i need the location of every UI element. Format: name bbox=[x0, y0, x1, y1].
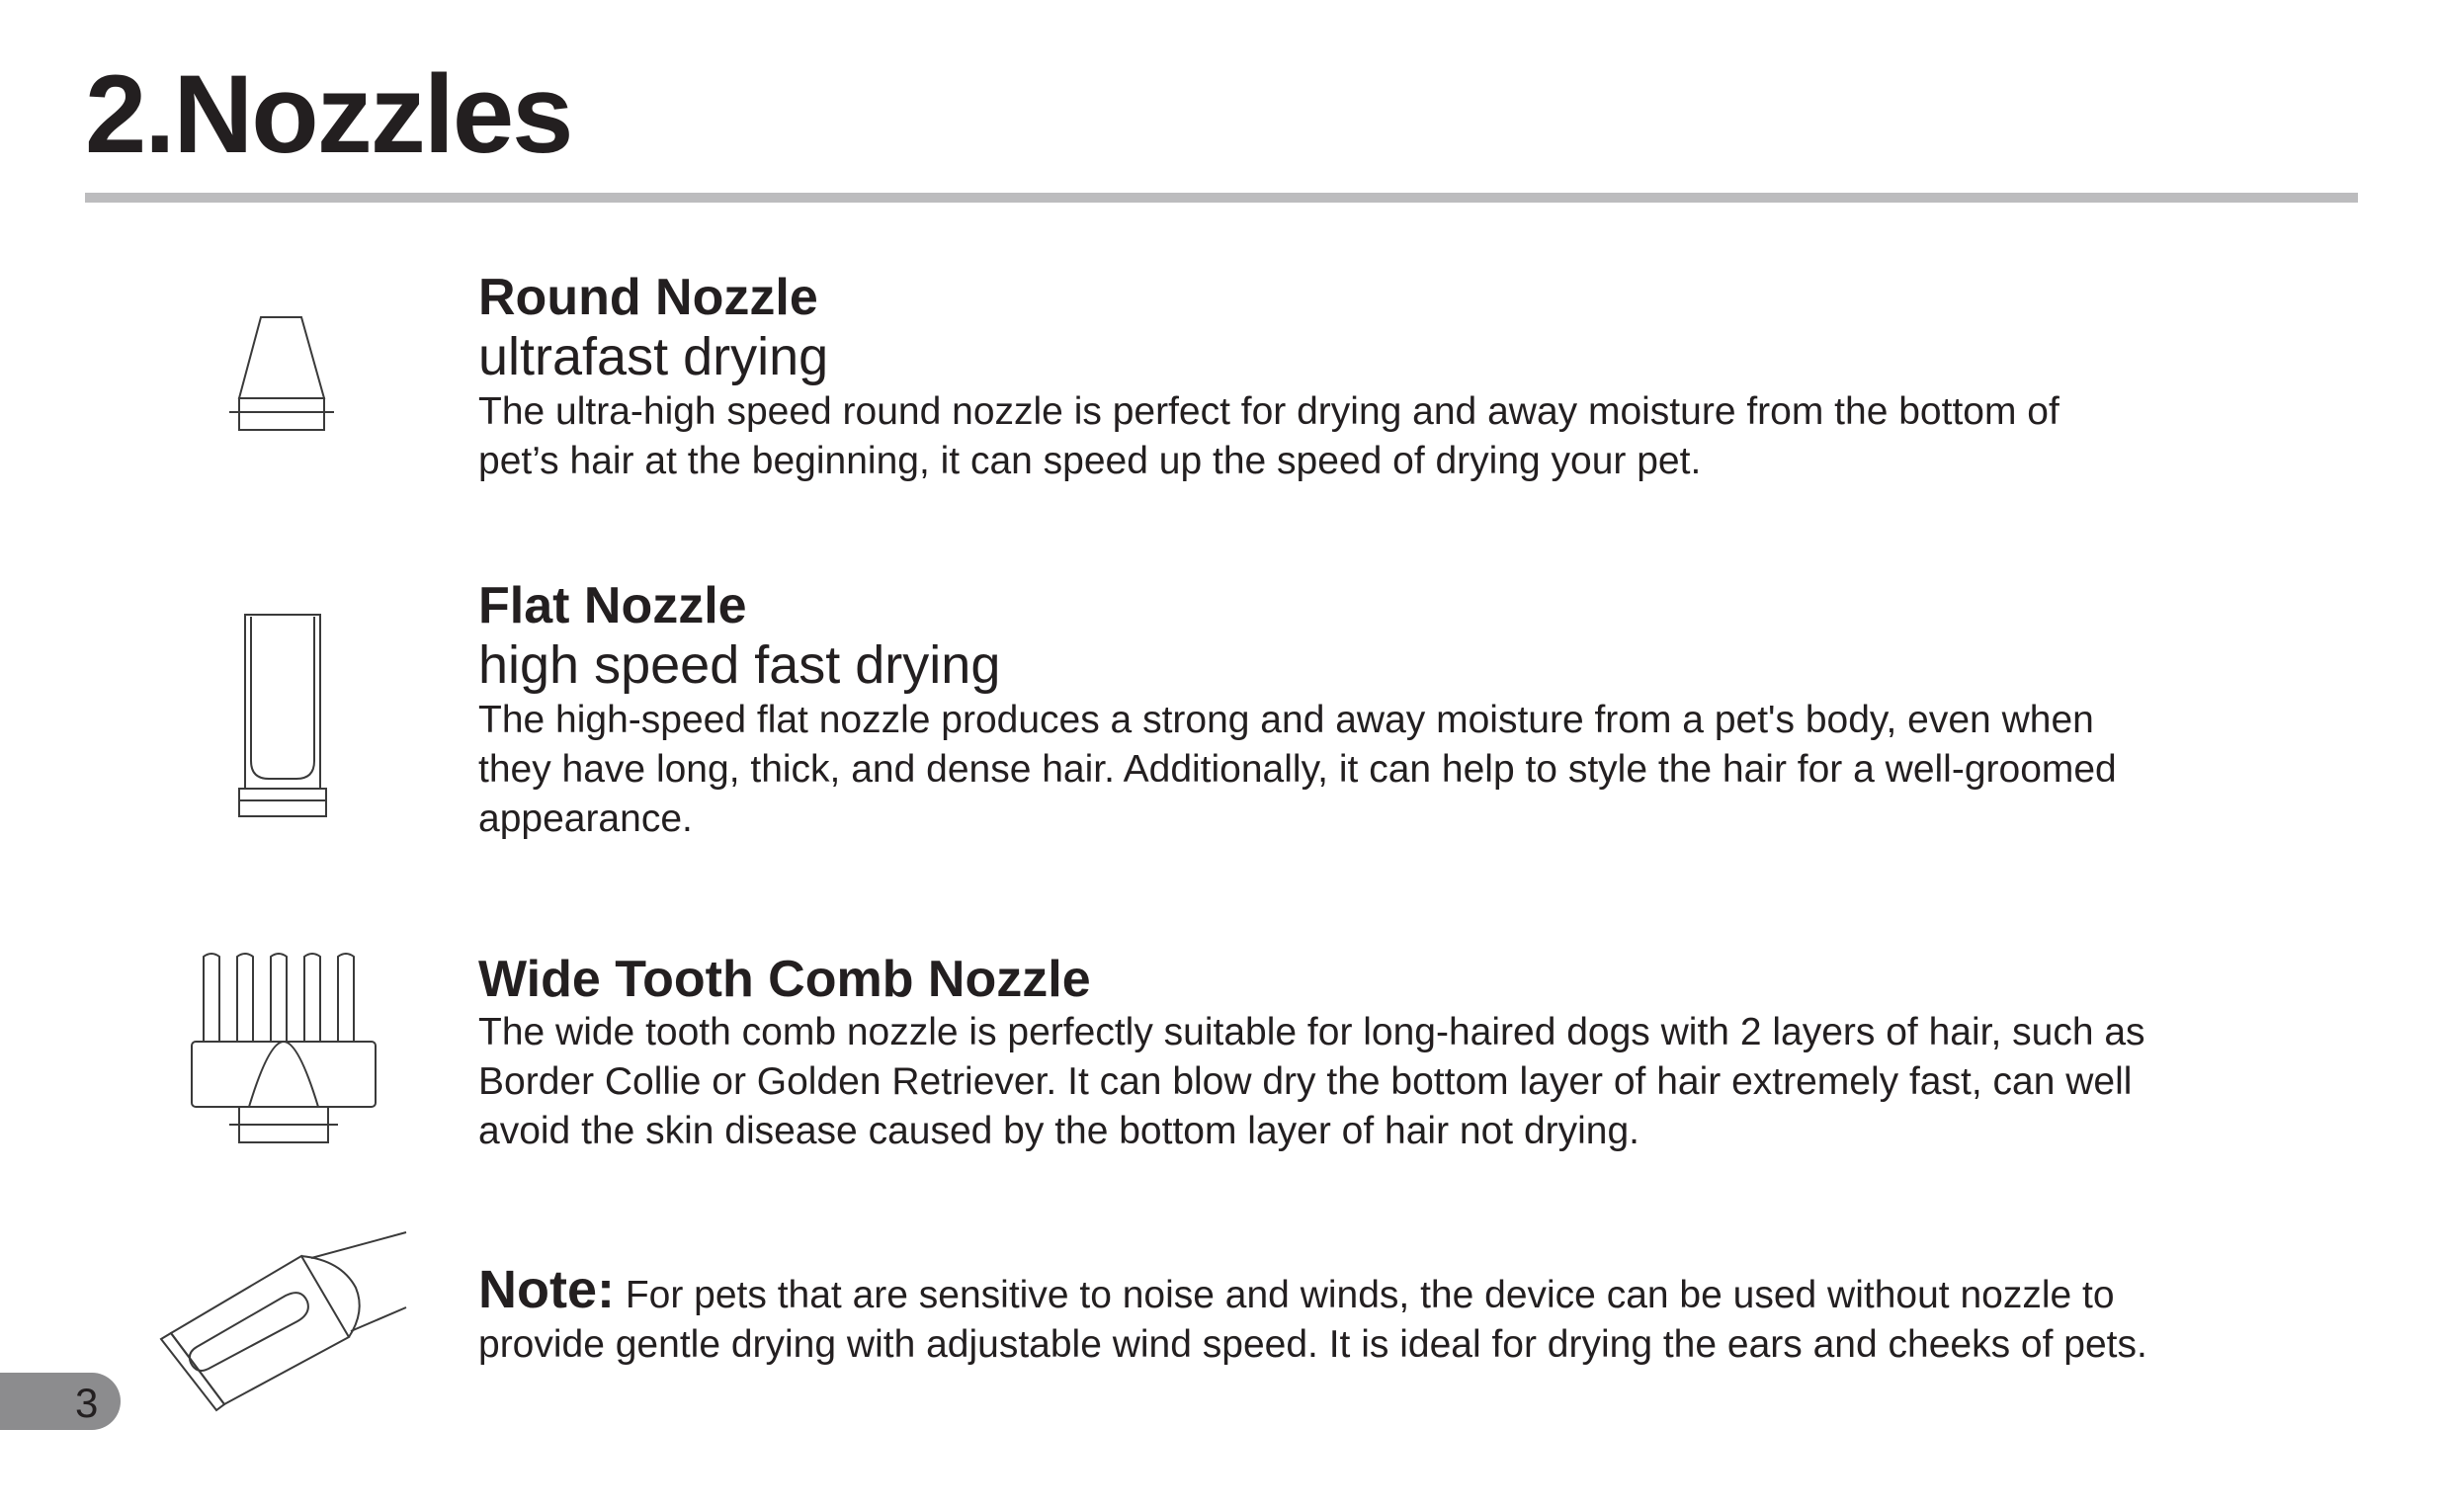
wide-tooth-comb-nozzle-icon bbox=[190, 949, 378, 1156]
note-line: provide gentle drying with adjustable wind speed. It is ideal for drying the ears and cheeks of pets. bbox=[478, 1323, 2147, 1366]
note-line: For pets that are sensitive to noise and winds, the device can be used without nozzle to bbox=[614, 1274, 2115, 1316]
round-nozzle-section bbox=[478, 269, 2356, 486]
body-line: The wide tooth comb nozzle is perfectly suitable for long-haired dogs with 2 layers of hair, such as bbox=[478, 1011, 2145, 1053]
flat-nozzle-icon bbox=[227, 613, 336, 820]
note-text bbox=[478, 1260, 2356, 1370]
body-line: The high-speed flat nozzle produces a strong and away moisture from a pet's body, even when bbox=[478, 699, 2094, 741]
wide-tooth-comb-nozzle-description bbox=[478, 1008, 2356, 1156]
dryer-hose-icon bbox=[153, 1230, 420, 1408]
round-nozzle-title: Round Nozzle bbox=[478, 269, 818, 326]
title-divider bbox=[85, 193, 2358, 203]
wide-tooth-comb-nozzle-section bbox=[478, 951, 2356, 1156]
flat-nozzle-description bbox=[478, 696, 2356, 844]
flat-nozzle-title: Flat Nozzle bbox=[478, 577, 747, 634]
body-line: they have long, thick, and dense hair. Additionally, it can help to style the hair for a well-groomed bbox=[478, 748, 2117, 791]
note-section bbox=[478, 1260, 2356, 1370]
round-nozzle-subtitle: ultrafast drying bbox=[478, 327, 829, 386]
round-nozzle-description bbox=[478, 387, 2356, 486]
body-line: avoid the skin disease caused by the bottom layer of hair not drying. bbox=[478, 1110, 1640, 1152]
body-line: pet’s hair at the beginning, it can speed up the speed of drying your pet. bbox=[478, 440, 1702, 482]
page-title: 2.Nozzles bbox=[85, 52, 572, 176]
wide-tooth-comb-nozzle-title: Wide Tooth Comb Nozzle bbox=[478, 951, 1091, 1008]
page-number-tab bbox=[0, 1373, 121, 1430]
page-number: 3 bbox=[75, 1380, 99, 1426]
flat-nozzle-subtitle: high speed fast drying bbox=[478, 635, 1001, 695]
body-line: appearance. bbox=[478, 798, 693, 840]
note-label: Note: bbox=[478, 1260, 615, 1319]
round-nozzle-icon bbox=[227, 311, 336, 450]
body-line: Border Collie or Golden Retriever. It can blow dry the bottom layer of hair extremely fast, can well bbox=[478, 1060, 2133, 1103]
body-line: The ultra-high speed round nozzle is perfect for drying and away moisture from the bottom of bbox=[478, 390, 2059, 433]
flat-nozzle-section bbox=[478, 577, 2356, 844]
